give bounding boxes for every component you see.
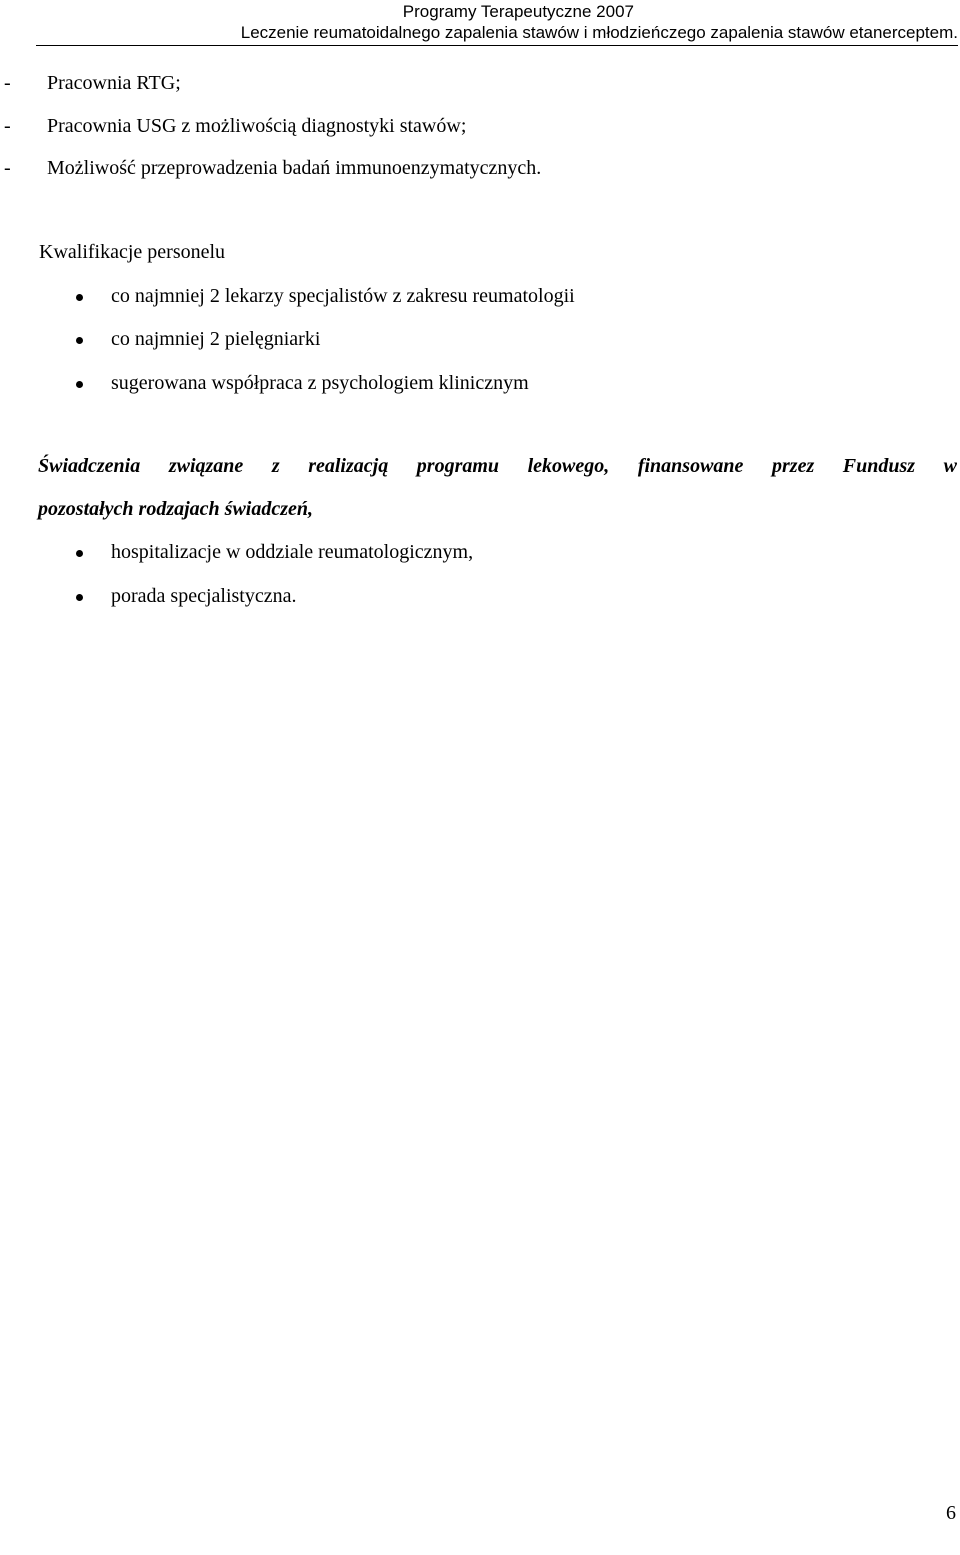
list-item-text: porada specjalistyczna. [111, 585, 297, 607]
header-subtitle: Leczenie reumatoidalnego zapalenia stawów i młodzieńczego zapalenia stawów etanerceptem. [240, 23, 958, 42]
list-item-text: Pracownia RTG; [47, 72, 181, 94]
bullet-icon [76, 337, 83, 344]
list-item-text: sugerowana współpraca z psychologiem klinicznym [111, 372, 529, 394]
header-title: Programy Terapeutyczne 2007 [402, 2, 634, 21]
list-marker: - [4, 157, 11, 179]
staff-heading: Kwalifikacje personelu [39, 241, 226, 263]
bullet-icon [76, 550, 83, 557]
benefits-heading-line2: pozostałych rodzajach świadczeń, [38, 498, 314, 520]
list-marker: - [4, 72, 11, 94]
bullet-icon [76, 294, 83, 301]
list-item-text: Możliwość przeprowadzenia badań immunoenzymatycznych. [47, 157, 542, 179]
page-number: 6 [946, 1502, 956, 1524]
header-divider [36, 45, 958, 46]
list-item-text: Pracownia USG z możliwością diagnostyki stawów; [47, 115, 467, 137]
list-item-text: co najmniej 2 lekarzy specjalistów z zakresu reumatologii [111, 285, 575, 307]
list-item-text: co najmniej 2 pielęgniarki [111, 328, 321, 350]
list-item-text: hospitalizacje w oddziale reumatologicznym, [111, 541, 474, 563]
benefits-heading-line1: Świadczenia związane z realizacją programu lekowego, finansowane przez Fundusz w [38, 455, 957, 477]
bullet-icon [76, 594, 83, 601]
list-marker: - [4, 115, 11, 137]
bullet-icon [76, 381, 83, 388]
